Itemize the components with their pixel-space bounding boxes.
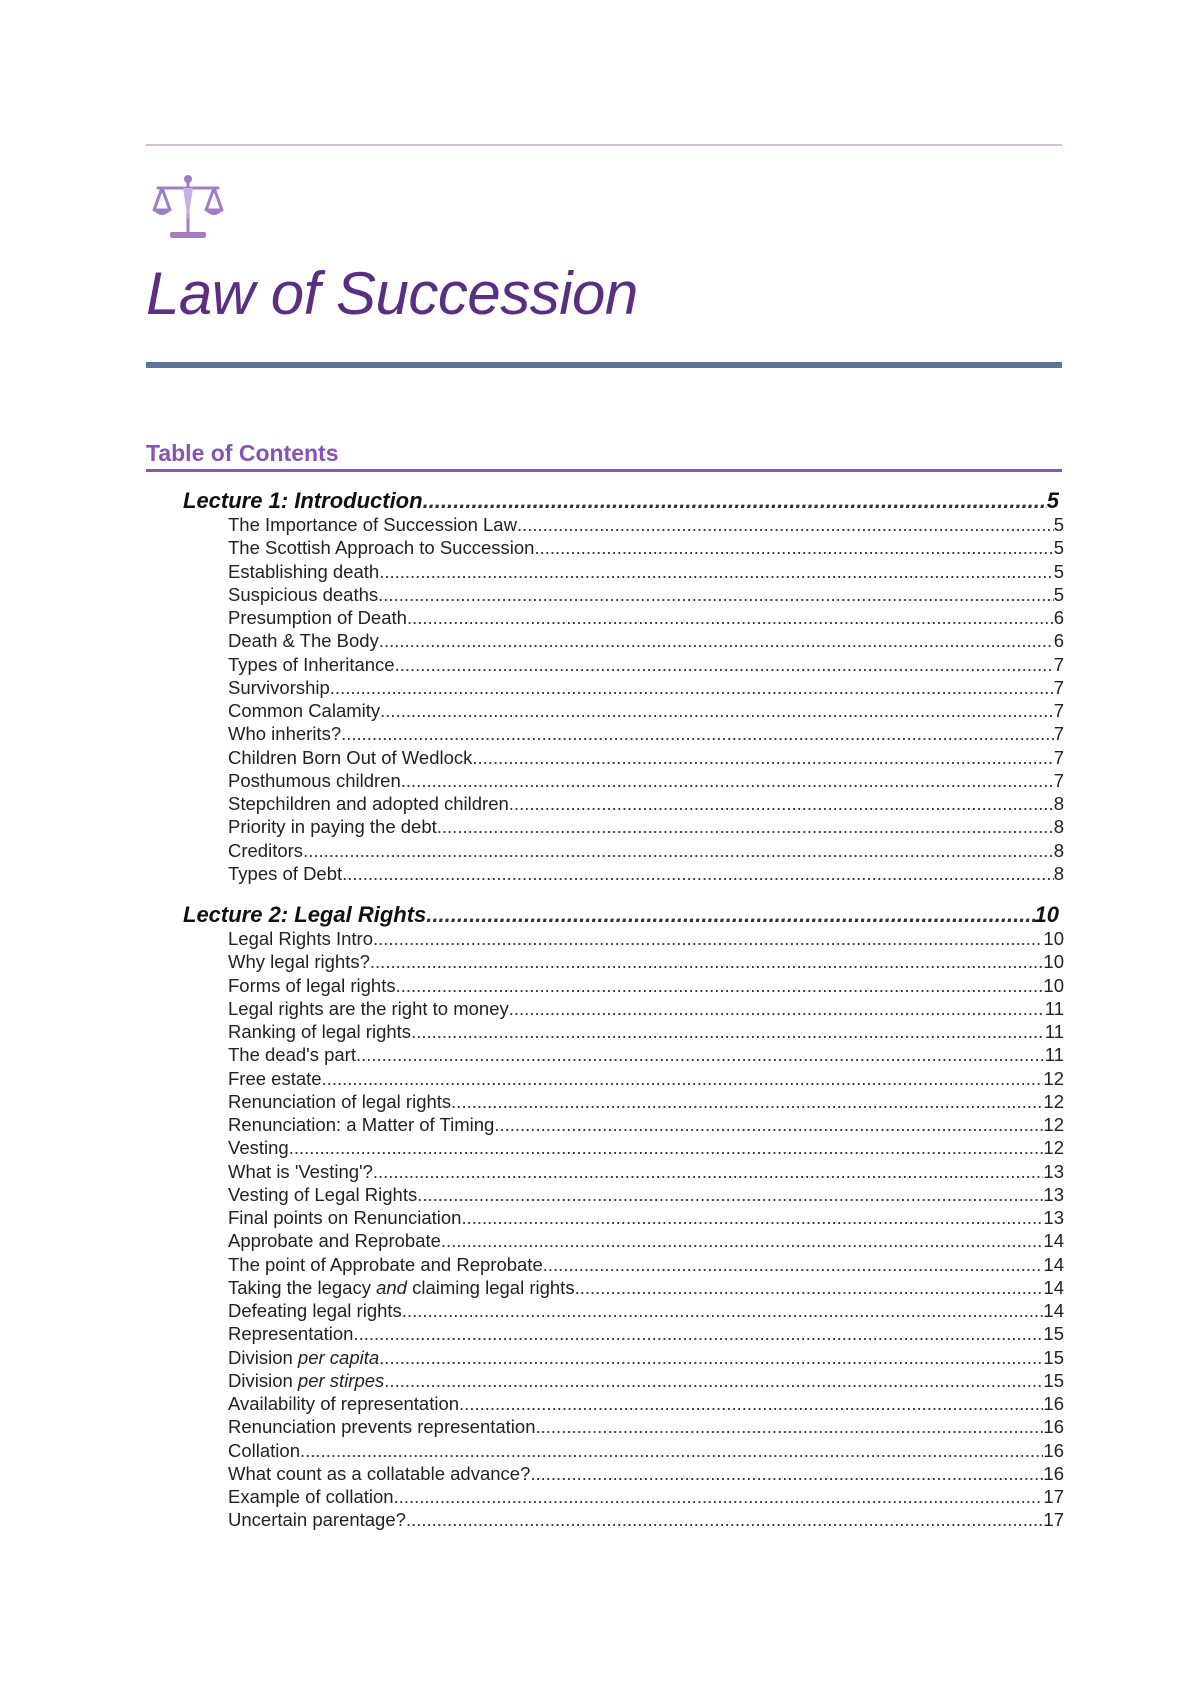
dot-leader [543, 1254, 1044, 1276]
toc-entry-label: Types of Inheritance [228, 653, 395, 675]
toc-entry-label: What is 'Vesting'? [228, 1160, 373, 1182]
toc-entry[interactable] [228, 1114, 1064, 1138]
toc-page-number: 5 [1053, 560, 1064, 582]
toc-page-number: 7 [1053, 723, 1064, 745]
dot-leader [426, 902, 1034, 928]
toc-entry-label: Priority in paying the debt [228, 816, 437, 838]
toc-page-number: 17 [1043, 1509, 1064, 1531]
toc-page-number: 14 [1043, 1230, 1064, 1252]
toc-page-number: 5 [1046, 488, 1059, 513]
toc-page-number: 12 [1043, 1114, 1064, 1135]
toc-entry-label: Legal Rights Intro [228, 928, 374, 949]
toc-page-number: 14 [1043, 1253, 1064, 1275]
toc-entry[interactable] [228, 1277, 1064, 1301]
toc-entry-label: Ranking of legal rights [228, 1021, 412, 1042]
dot-leader [575, 1277, 1044, 1299]
toc-page-number: 10 [1043, 951, 1064, 973]
dot-leader [379, 561, 1054, 583]
toc-page-number: 7 [1053, 746, 1064, 768]
toc-page-number: 13 [1043, 1207, 1064, 1228]
toc-entry[interactable] [228, 770, 1064, 794]
dot-leader [536, 1416, 1044, 1438]
toc-entry-label: Stepchildren and adopted children [228, 793, 509, 814]
toc-entry[interactable] [228, 561, 1064, 585]
document-title: Law of Succession [146, 260, 638, 327]
toc-page-number: 13 [1043, 1183, 1064, 1205]
toc-entry[interactable] [228, 1021, 1064, 1045]
toc-entry[interactable] [228, 998, 1064, 1022]
toc-entry[interactable] [228, 1091, 1064, 1115]
toc-entry[interactable] [228, 951, 1064, 975]
toc-entry[interactable] [228, 1254, 1064, 1278]
toc-page-number: 11 [1044, 1044, 1064, 1066]
toc-page-number: 5 [1053, 583, 1064, 605]
toc-page-number: 16 [1043, 1439, 1064, 1461]
dot-leader [395, 654, 1054, 676]
toc-entry[interactable] [228, 1463, 1064, 1487]
dot-leader [370, 951, 1044, 973]
dot-leader [459, 1393, 1043, 1415]
toc-entry-label: Approbate and Reprobate [228, 1230, 441, 1252]
toc-entry[interactable] [228, 514, 1064, 538]
toc-entry-label: Availability of representation [228, 1393, 460, 1414]
toc-entry[interactable] [228, 1509, 1064, 1533]
toc-entry[interactable] [228, 584, 1064, 608]
title-divider [146, 362, 1062, 368]
toc-entry[interactable] [228, 747, 1064, 771]
dot-leader [441, 1230, 1044, 1252]
dot-leader [517, 514, 1054, 536]
toc-entry[interactable] [228, 1137, 1064, 1161]
toc-entry-label: Who inherits? [228, 723, 342, 745]
dot-leader [378, 584, 1054, 606]
toc-entry-label: Forms of legal rights [228, 974, 396, 996]
toc-entry[interactable] [228, 723, 1064, 747]
toc-entry-label: Lecture 2: Legal Rights [183, 902, 427, 927]
toc-entry-label: Vesting [228, 1137, 289, 1159]
toc-page-number: 10 [1034, 902, 1059, 927]
toc-page-number: 6 [1053, 607, 1064, 628]
dot-leader [379, 1347, 1043, 1369]
dot-leader [322, 1068, 1044, 1090]
toc-entry[interactable] [228, 1161, 1064, 1185]
toc-section-heading[interactable] [183, 488, 1059, 514]
toc-page-number: 17 [1043, 1486, 1064, 1507]
toc-entry-label: Children Born Out of Wedlock [228, 746, 473, 768]
toc-entry[interactable] [228, 1230, 1064, 1254]
toc-page-number: 15 [1043, 1346, 1064, 1368]
dot-leader [509, 998, 1045, 1020]
top-divider [146, 144, 1062, 146]
dot-leader [303, 840, 1054, 862]
toc-entry-label: Renunciation: a Matter of Timing [228, 1114, 495, 1135]
toc-entry[interactable] [228, 816, 1064, 840]
toc-entry[interactable] [228, 1300, 1064, 1324]
toc-page-number: 14 [1043, 1300, 1064, 1321]
toc-entry-label: Example of collation [228, 1486, 394, 1507]
toc-entry-label: Death & The Body [228, 630, 379, 652]
toc-page-number: 13 [1043, 1160, 1064, 1182]
toc-page-number: 8 [1053, 793, 1064, 814]
dot-leader [401, 770, 1054, 792]
toc-entry[interactable] [228, 1068, 1064, 1092]
toc-entry[interactable] [228, 1347, 1064, 1371]
toc-page-number: 8 [1053, 862, 1064, 884]
toc-entry-label: Taking the legacy and claiming legal rights [228, 1276, 575, 1298]
toc-page-number: 15 [1043, 1369, 1064, 1391]
toc-heading-divider [146, 469, 1062, 472]
dot-leader [411, 1021, 1045, 1043]
toc-entry[interactable] [228, 654, 1064, 678]
dot-leader [423, 488, 1047, 514]
toc-entry[interactable] [228, 1323, 1064, 1347]
toc-page-number: 8 [1053, 839, 1064, 861]
toc-entry-label: Legal rights are the right to money [228, 997, 509, 1019]
toc-page-number: 10 [1043, 974, 1064, 996]
dot-leader [534, 537, 1053, 559]
dot-leader [407, 607, 1054, 629]
toc-entry-label: Suspicious deaths [228, 583, 379, 605]
toc-entry-label: Lecture 1: Introduction [183, 488, 423, 513]
toc-entry[interactable] [228, 1440, 1064, 1464]
dot-leader [341, 723, 1054, 745]
toc-entry-label: The point of Approbate and Reprobate [228, 1253, 543, 1275]
dot-leader [342, 863, 1054, 885]
toc-entry-label: Defeating legal rights [228, 1300, 402, 1321]
dot-leader [394, 1486, 1044, 1508]
scales-of-justice-icon [150, 170, 226, 246]
toc-entry[interactable] [228, 537, 1064, 561]
toc-entry-label: Establishing death [228, 560, 380, 582]
toc-entry[interactable] [228, 793, 1064, 817]
dot-leader [330, 677, 1054, 699]
toc-entry-label: The Scottish Approach to Succession [228, 537, 535, 559]
toc-entry-label: Why legal rights? [228, 951, 370, 973]
toc-entry[interactable] [228, 1486, 1064, 1510]
toc-entry[interactable] [228, 1044, 1064, 1068]
dot-leader [380, 700, 1054, 722]
dot-leader [402, 1300, 1044, 1322]
dot-leader [373, 928, 1043, 950]
dot-leader [461, 1207, 1043, 1229]
toc-page-number: 6 [1053, 630, 1064, 652]
dot-leader [509, 793, 1054, 815]
toc-entry-label: What count as a collatable advance? [228, 1462, 531, 1484]
toc-page-number: 15 [1043, 1323, 1064, 1345]
toc-entry-label: Presumption of Death [228, 607, 407, 628]
dot-leader [300, 1440, 1043, 1462]
dot-leader [437, 816, 1054, 838]
toc-entry[interactable] [228, 630, 1064, 654]
toc-entry-label: Survivorship [228, 676, 330, 698]
dot-leader [530, 1463, 1043, 1485]
dot-leader [356, 1044, 1045, 1066]
toc-heading: Table of Contents [146, 440, 339, 466]
toc-section-heading[interactable] [183, 902, 1059, 928]
toc-entry-label: Free estate [228, 1067, 322, 1089]
dot-leader [396, 975, 1044, 997]
toc-page-number: 16 [1043, 1393, 1064, 1414]
toc-page-number: 16 [1043, 1462, 1064, 1484]
toc-entry[interactable] [228, 700, 1064, 724]
dot-leader [494, 1114, 1043, 1136]
toc-page-number: 5 [1053, 514, 1064, 535]
toc-entry[interactable] [228, 863, 1064, 887]
toc-page-number: 7 [1053, 700, 1064, 721]
toc-page-number: 7 [1053, 769, 1064, 791]
toc-page-number: 8 [1053, 816, 1064, 838]
dot-leader [353, 1323, 1043, 1345]
dot-leader [406, 1509, 1043, 1531]
toc-entry[interactable] [228, 840, 1064, 864]
toc-page-number: 12 [1043, 1137, 1064, 1159]
toc-page-number: 5 [1053, 537, 1064, 559]
toc-entry-label: The Importance of Succession Law [228, 514, 517, 535]
toc-entry-label: Types of Debt [228, 862, 343, 884]
dot-leader [417, 1184, 1043, 1206]
toc-entry-label: Final points on Renunciation [228, 1207, 462, 1228]
toc-page-number: 12 [1043, 1067, 1064, 1089]
toc-page-number: 7 [1053, 676, 1064, 698]
toc-entry-label: The dead's part [228, 1044, 356, 1066]
toc-page-number: 16 [1043, 1416, 1064, 1438]
toc-entry-label: Common Calamity [228, 700, 381, 721]
toc-page-number: 10 [1043, 928, 1064, 949]
toc-entry[interactable] [228, 607, 1064, 631]
dot-leader [289, 1137, 1044, 1159]
toc-page-number: 11 [1044, 997, 1064, 1019]
toc-entry[interactable] [228, 1184, 1064, 1208]
toc-entry[interactable] [228, 1393, 1064, 1417]
toc-entry-label: Creditors [228, 839, 304, 861]
toc-entry-label: Collation [228, 1439, 300, 1461]
toc-page-number: 11 [1044, 1021, 1064, 1042]
toc-entry[interactable] [228, 928, 1064, 952]
toc-entry-label: Division per capita [228, 1346, 380, 1368]
dot-leader [384, 1370, 1043, 1392]
dot-leader [373, 1161, 1044, 1183]
toc-entry-label: Vesting of Legal Rights [228, 1183, 418, 1205]
toc-entry-label: Posthumous children [228, 769, 401, 791]
toc-entry-label: Renunciation prevents representation [228, 1416, 536, 1438]
toc-entry-label: Division per stirpes [228, 1369, 385, 1391]
toc-page-number: 14 [1043, 1276, 1064, 1298]
dot-leader [451, 1091, 1043, 1113]
toc-page-number: 12 [1043, 1090, 1064, 1112]
toc-page-number: 7 [1053, 653, 1064, 675]
dot-leader [379, 630, 1054, 652]
toc-entry-label: Uncertain parentage? [228, 1509, 406, 1531]
toc-entry[interactable] [228, 1370, 1064, 1394]
toc-entry-label: Representation [228, 1323, 354, 1345]
toc-entry[interactable] [228, 677, 1064, 701]
toc-entry[interactable] [228, 1207, 1064, 1231]
dot-leader [472, 747, 1053, 769]
toc-entry[interactable] [228, 1416, 1064, 1440]
toc-entry-label: Renunciation of legal rights [228, 1090, 452, 1112]
toc-entry[interactable] [228, 975, 1064, 999]
